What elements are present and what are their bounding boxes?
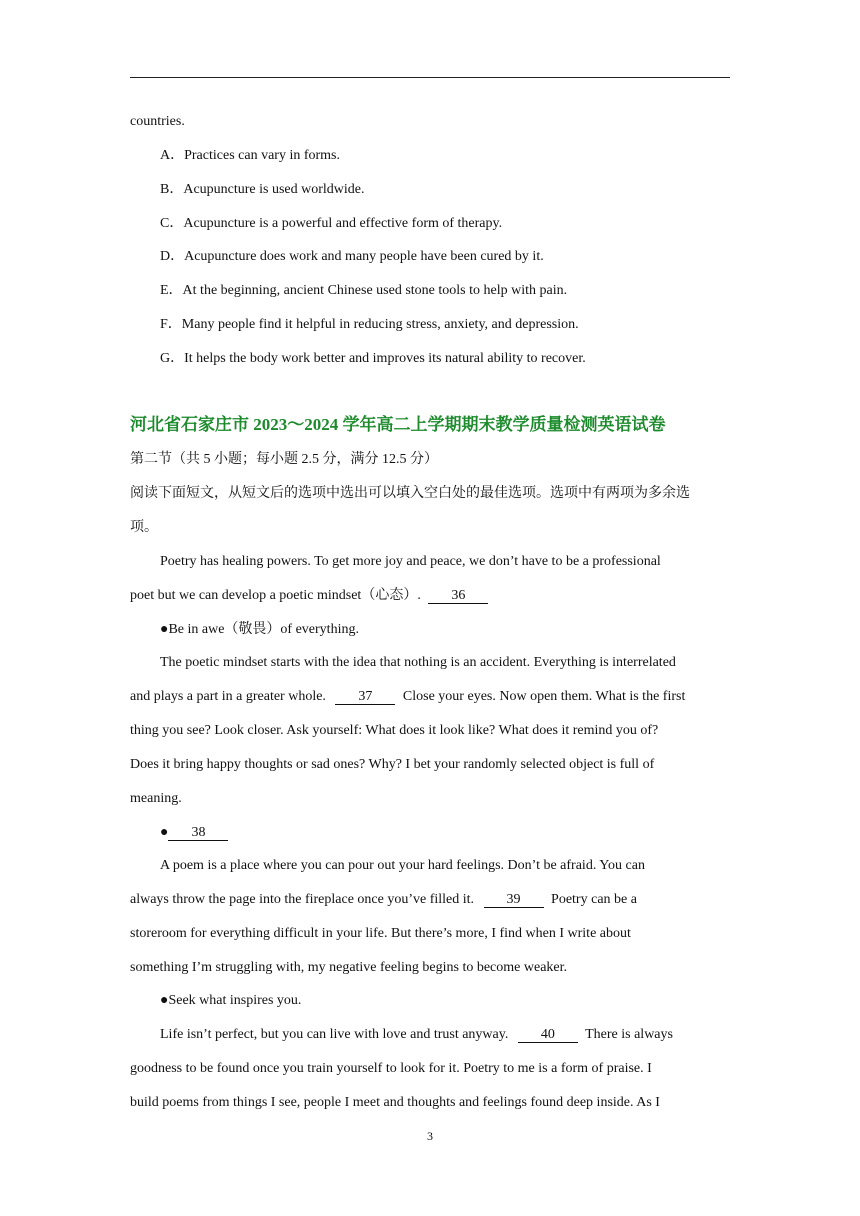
paragraph-line: Poetry has healing powers. To get more joy and peace, we don’t have to be a professional — [160, 554, 661, 569]
blank-37[interactable]: 37 — [335, 689, 395, 705]
option-d: D．Acupuncture does work and many people have been cured by it. — [160, 249, 544, 264]
paragraph-line — [130, 587, 488, 605]
instruction-line-1: 阅读下面短文，从短文后的选项中选出可以填入空白处的最佳选项。选项中有两项为多余选 — [130, 486, 690, 501]
header-rule — [130, 77, 730, 78]
paragraph-line: something I’m struggling with, my negative feeling begins to become weaker. — [130, 960, 568, 975]
subheading-blank-38 — [160, 824, 228, 842]
option-c: C．Acupuncture is a powerful and effective form of therapy. — [160, 216, 503, 231]
option-g: G．It helps the body work better and improves its natural ability to recover. — [160, 351, 586, 366]
option-f: F．Many people find it helpful in reducing stress, anxiety, and depression. — [160, 317, 579, 332]
paragraph-line: Does it bring happy thoughts or sad ones? Why? I bet your randomly selected object is full of — [130, 757, 655, 772]
paragraph-text: always throw the page into the fireplace once you’ve filled it. — [130, 892, 475, 907]
paragraph-line — [130, 688, 685, 706]
paragraph-text: Poetry can be a — [551, 892, 637, 907]
option-a: A．Practices can vary in forms. — [160, 148, 340, 163]
paragraph-text: poet but we can develop a poetic mindset（心态）. — [130, 588, 421, 603]
option-b: B．Acupuncture is used worldwide. — [160, 182, 365, 197]
paragraph-text: There is always — [585, 1027, 673, 1042]
paragraph-text: Close your eyes. Now open them. What is the first — [402, 689, 686, 704]
paragraph-line: The poetic mindset starts with the idea that nothing is an accident. Everything is interrelated — [160, 655, 676, 670]
blank-39[interactable]: 39 — [484, 892, 544, 908]
blank-40[interactable]: 40 — [518, 1027, 578, 1043]
paragraph-line — [130, 891, 637, 909]
paragraph-text: Life isn’t perfect, but you can live with love and trust anyway. — [160, 1027, 509, 1042]
blank-36[interactable]: 36 — [428, 588, 488, 604]
paragraph-line — [160, 1026, 673, 1044]
section-subheading: 第二节（共 5 小题；每小题 2.5 分，满分 12.5 分） — [130, 452, 438, 467]
paragraph-line: meaning. — [130, 791, 182, 806]
instruction-line-2: 项。 — [130, 520, 158, 535]
paragraph-line: storeroom for everything difficult in your life. But there’s more, I find when I write about — [130, 926, 631, 941]
paragraph-line: thing you see? Look closer. Ask yourself: What does it look like? What does it remind you of? — [130, 723, 659, 738]
paragraph-text: and plays a part in a greater whole. — [130, 689, 326, 704]
paragraph-line: A poem is a place where you can pour out your hard feelings. Don’t be afraid. You can — [160, 858, 645, 873]
blank-38[interactable]: 38 — [168, 825, 228, 841]
bullet: ● — [160, 825, 169, 840]
section-heading: 河北省石家庄市 2023～2024 学年高二上学期期末教学质量检测英语试卷 — [130, 415, 666, 434]
option-e: E．At the beginning, ancient Chinese used stone tools to help with pain. — [160, 283, 568, 298]
subheading-be-in-awe: ●Be in awe（敬畏）of everything. — [160, 622, 359, 637]
paragraph-line: goodness to be found once you train yourself to look for it. Poetry to me is a form of praise. I — [130, 1061, 652, 1076]
page-number: 3 — [427, 1129, 433, 1143]
paragraph-line: build poems from things I see, people I meet and thoughts and feelings found deep inside. As I — [130, 1095, 660, 1110]
subheading-seek-inspiration: ●Seek what inspires you. — [160, 993, 302, 1008]
previous-text-tail: countries. — [130, 114, 185, 129]
